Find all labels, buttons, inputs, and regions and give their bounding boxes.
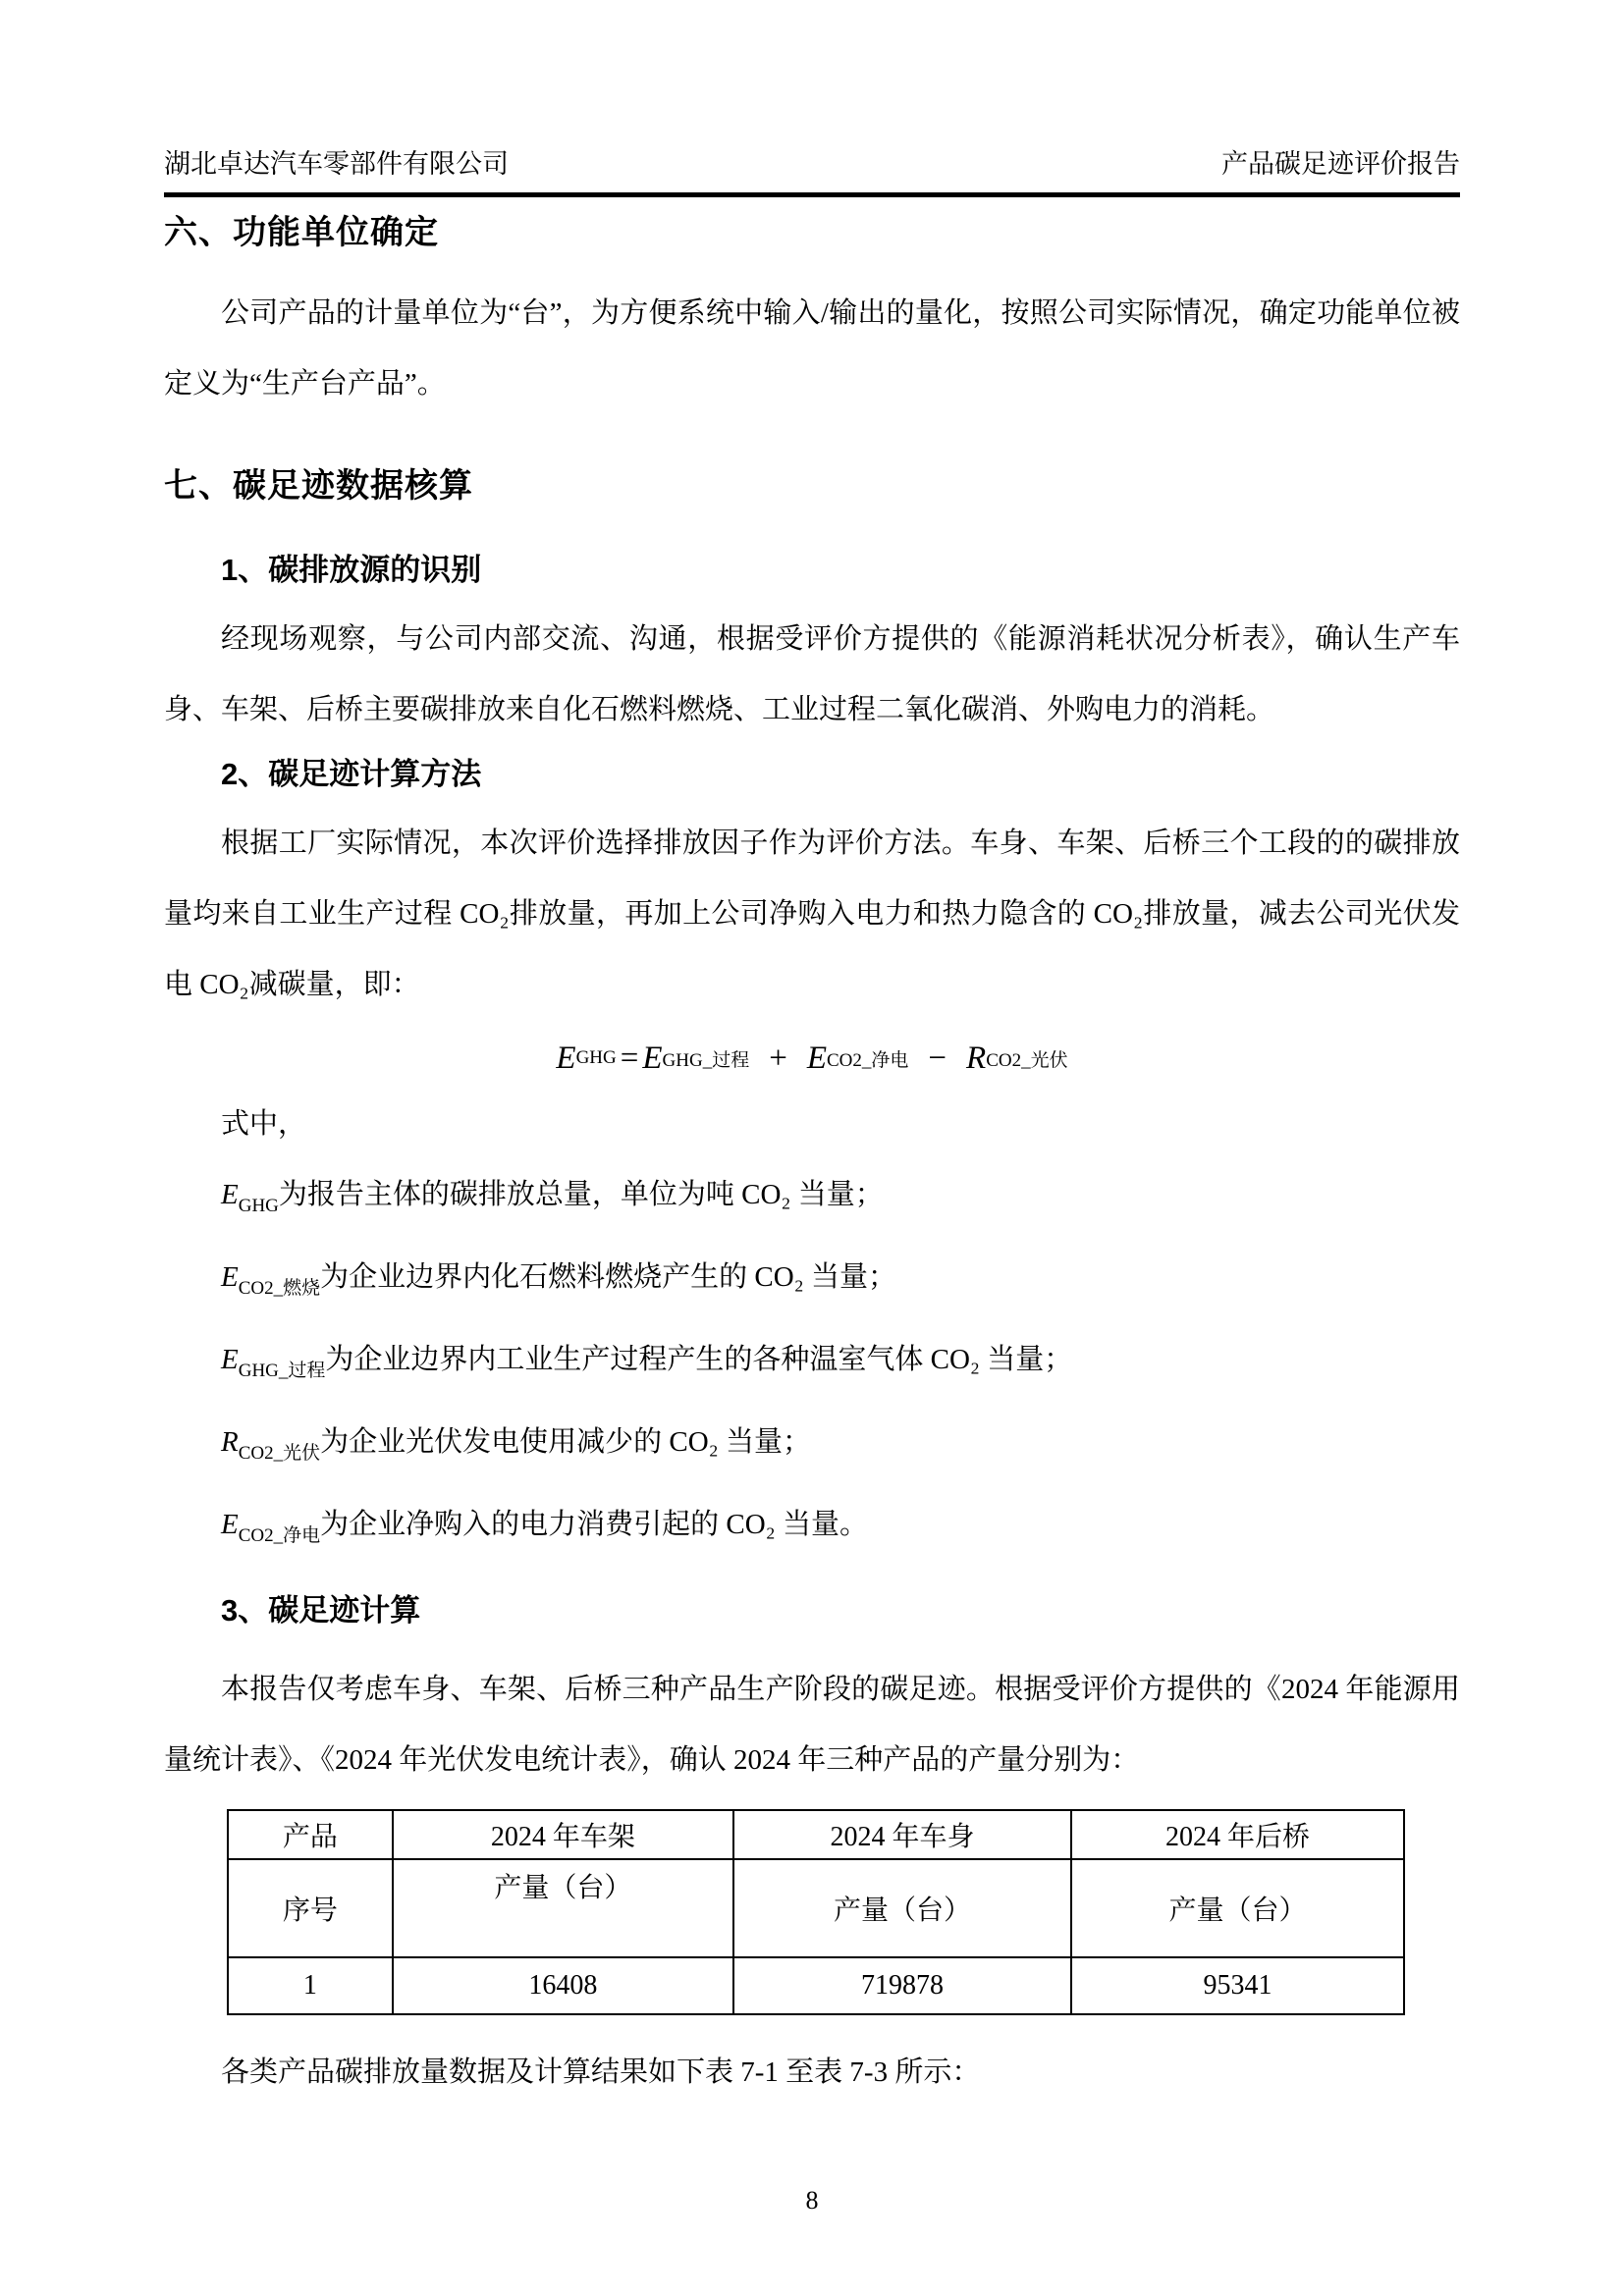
formula-where-label: 式中，: [221, 1108, 307, 1140]
formula-term-4-symbol: R: [966, 1040, 987, 1076]
definition-line-eghg-process: [164, 1324, 1460, 1407]
definition-1-text: 为报告主体的碳排放总量，单位为吨 CO₂ 当量；: [278, 1179, 884, 1210]
running-header: [164, 147, 1460, 181]
definition-line-rco2-solar: [164, 1407, 1460, 1489]
section-7-2-heading: 2、碳足迹计算方法: [221, 757, 482, 791]
definition-4-subscript: CO2_光伏: [238, 1443, 321, 1464]
formula-term-2-symbol: E: [642, 1040, 663, 1076]
definition-4-symbol: R: [221, 1426, 239, 1458]
section-7-1-paragraph: 经现场观察，与公司内部交流、沟通，根据受评价方提供的《能源消耗状况分析表》，确认生产车身、车架、后桥主要碳排放来自化石燃料燃烧、工业过程二氧化碳消、外购电力的消耗。: [164, 623, 1460, 725]
table-row-products: [228, 1810, 1404, 1859]
table-cell-2024-frame: 2024 年车架: [393, 1810, 733, 1859]
table-cell-output-units-body: 产量（台）: [733, 1859, 1071, 1957]
definition-5-symbol: E: [221, 1509, 239, 1540]
table-cell-serial-number: 1: [228, 1957, 393, 2014]
definition-2-text: 为企业边界内化石燃料燃烧产生的 CO₂ 当量；: [320, 1261, 897, 1293]
closing-paragraph: 各类产品碳排放量数据及计算结果如下表 7-1 至表 7-3 所示：: [221, 2056, 981, 2088]
table-row-output-values: [228, 1957, 1404, 2014]
table-cell-product-label: 产品: [228, 1810, 393, 1859]
definition-2-symbol: E: [221, 1261, 239, 1293]
table-cell-output-units-frame: 产量（台）: [393, 1859, 733, 1957]
definition-2-subscript: CO2_燃烧: [238, 1278, 321, 1299]
formula-term-1-symbol: E: [556, 1040, 576, 1076]
table-cell-rear-axle-output: 95341: [1071, 1957, 1404, 2014]
section-6-paragraph: 公司产品的计量单位为“台”，为方便系统中输入/输出的量化，按照公司实际情况，确定功能单位被定义为“生产台产品”。: [164, 297, 1460, 400]
definition-line-eco2-combustion: [164, 1242, 1460, 1324]
formula-plus-sign: +: [769, 1040, 787, 1076]
formula-term-1-subscript: GHG: [575, 1047, 617, 1068]
definition-3-text: 为企业边界内工业生产过程产生的各种温室气体 CO₂ 当量；: [325, 1344, 1073, 1375]
header-company-name: 湖北卓达汽车零部件有限公司: [164, 149, 509, 179]
table-cell-2024-body: 2024 年车身: [733, 1810, 1071, 1859]
table-cell-body-output: 719878: [733, 1957, 1071, 2014]
definition-3-symbol: E: [221, 1344, 239, 1375]
formula-term-4-subscript: CO2_光伏: [986, 1049, 1068, 1071]
section-7-1-heading: 1、碳排放源的识别: [221, 553, 482, 587]
formula-minus-sign: −: [928, 1040, 947, 1076]
definition-line-eghg: [164, 1159, 1460, 1242]
definition-line-eco2-net-power: [164, 1489, 1460, 1572]
definition-5-subscript: CO2_净电: [238, 1525, 321, 1546]
formula-term-3-subscript: CO2_净电: [827, 1049, 909, 1071]
table-cell-serial-label: 序号: [228, 1859, 393, 1957]
section-7-3-heading: 3、碳足迹计算: [221, 1593, 421, 1628]
definition-5-text: 为企业净购入的电力消费引起的 CO₂ 当量。: [320, 1509, 869, 1540]
table-cell-output-units-rear-axle: 产量（台）: [1071, 1859, 1404, 1957]
ghg-formula: [164, 1028, 1460, 1089]
definition-4-text: 为企业光伏发电使用减少的 CO₂ 当量；: [320, 1426, 812, 1458]
definition-1-symbol: E: [221, 1179, 239, 1210]
section-7-heading: 七、碳足迹数据核算: [164, 467, 473, 505]
table-row-output-headers: [228, 1859, 1404, 1957]
definition-3-subscript: GHG_过程: [238, 1361, 326, 1381]
page-number: 8: [805, 2186, 819, 2215]
header-report-title: 产品碳足迹评价报告: [1221, 149, 1460, 179]
table-cell-frame-output: 16408: [393, 1957, 733, 2014]
definition-1-subscript: GHG: [238, 1196, 279, 1216]
header-rule: [164, 192, 1460, 197]
document-page: [164, 147, 1460, 2108]
section-6-heading: 六、功能单位确定: [164, 214, 439, 251]
section-7-3-paragraph: 本报告仅考虑车身、车架、后桥三种产品生产阶段的碳足迹。根据受评价方提供的《2024 年能源用量统计表》、《2024 年光伏发电统计表》，确认 2024 年三种产品的产量分别为：: [164, 1674, 1460, 1776]
section-7-2-paragraph: 根据工厂实际情况，本次评价选择排放因子作为评价方法。车身、车架、后桥三个工段的的碳排放量均来自工业生产过程 CO₂排放量，再加上公司净购入电力和热力隐含的 CO₂排放量，减去公司光伏发电 CO₂减碳量，即：: [164, 828, 1460, 1000]
formula-term-2-subscript: GHG_过程: [662, 1049, 750, 1071]
production-output-table: [227, 1809, 1405, 2015]
table-cell-2024-rear-axle: 2024 年后桥: [1071, 1810, 1404, 1859]
formula-equals-sign: =: [620, 1040, 639, 1076]
formula-term-3-symbol: E: [806, 1040, 827, 1076]
